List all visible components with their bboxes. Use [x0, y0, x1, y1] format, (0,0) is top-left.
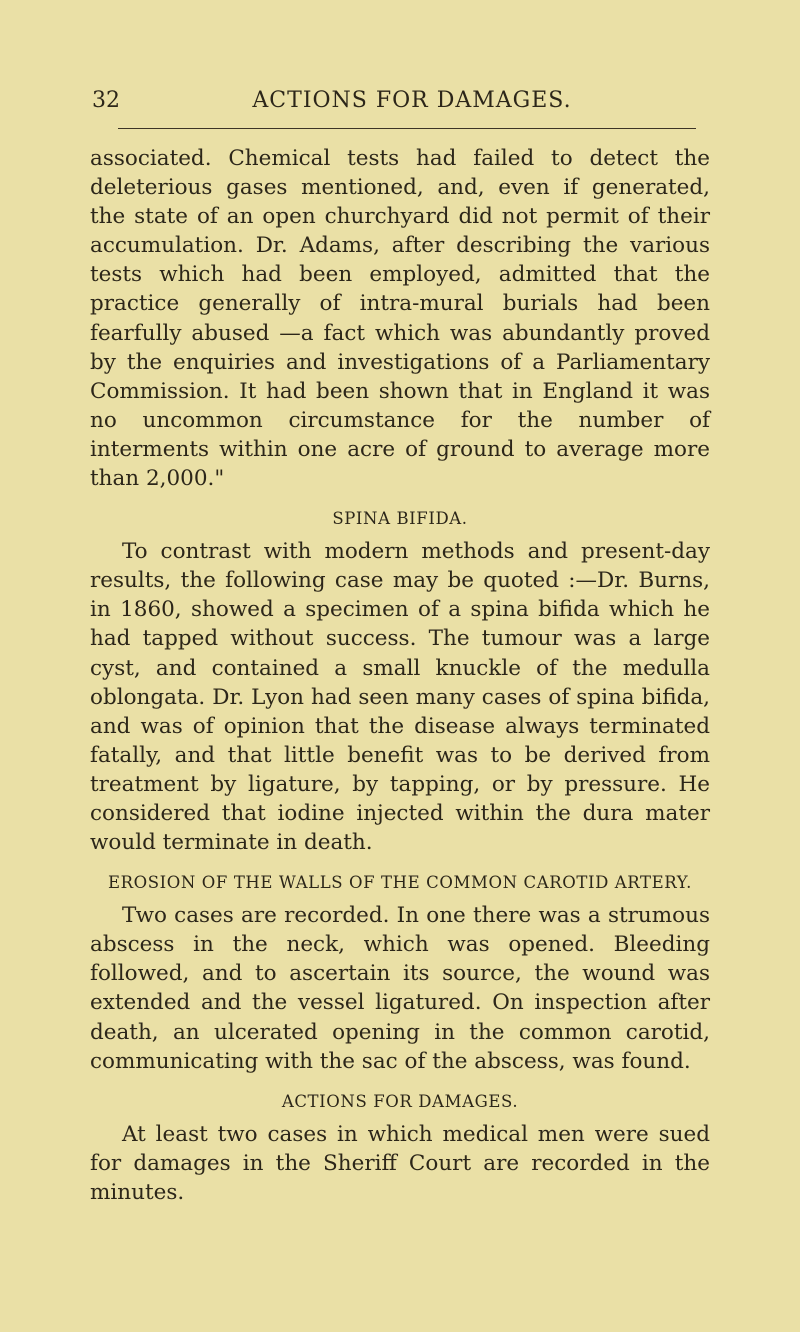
section-heading-spina-bifida: SPINA BIFIDA. — [332, 509, 468, 529]
section-heading-carotid-erosion: EROSION OF THE WALLS OF THE COMMON CAROTID ARTERY. — [107, 873, 692, 893]
paragraph-actions-for-damages: At least two cases in which medical men were sued for damages in the Sheriff Court are recorded in the minutes. — [90, 1121, 710, 1205]
page-number: 32 — [92, 88, 120, 113]
header-rule — [118, 128, 696, 129]
paragraph-spina-bifida: To contrast with modern methods and present-day results, the following case may be quoted :—Dr. Burns, in 1860, showed a specimen of a spina bifida which he had tapped without success. The tumour was a large cyst, and contained a small knuckle of the medulla oblongata. Dr. Lyon had seen many cases of spina bifida, and was of opinion that the disease always terminated fatally, and that little benefit was to be derived from treatment by ligature, by tapping, or by pressure. He considered that iodine injected within the dura mater would terminate in death. — [90, 539, 710, 856]
paragraph-intra-mural-burials: associated. Chemical tests had failed to detect the deleterious gases mentioned, and, even if generated, the state of an open churchyard did not permit of their accumulation. Dr. Adams, after describing the various tests which had been employed, admitted that the practice generally of intra-mural burials had been fearfully abused —a fact which was abundantly proved by the enquiries and investigations of a Parliamentary Commission. It had been shown that in England it was no uncommon circumstance for the number of interments within one acre of ground to average more than 2,000." — [90, 146, 710, 492]
page-body — [90, 144, 710, 1207]
page-header — [92, 88, 732, 118]
section-heading-actions-for-damages: ACTIONS FOR DAMAGES. — [281, 1091, 519, 1111]
paragraph-carotid-erosion: Two cases are recorded. In one there was a strumous abscess in the neck, which was opened. Bleeding followed, and to ascertain its source, the wound was extended and the vessel ligatured. On inspection after death, an ulcerated opening in the common carotid, communicating with the sac of the abscess, was found. — [90, 903, 710, 1074]
running-title: ACTIONS FOR DAMAGES. — [252, 88, 572, 113]
